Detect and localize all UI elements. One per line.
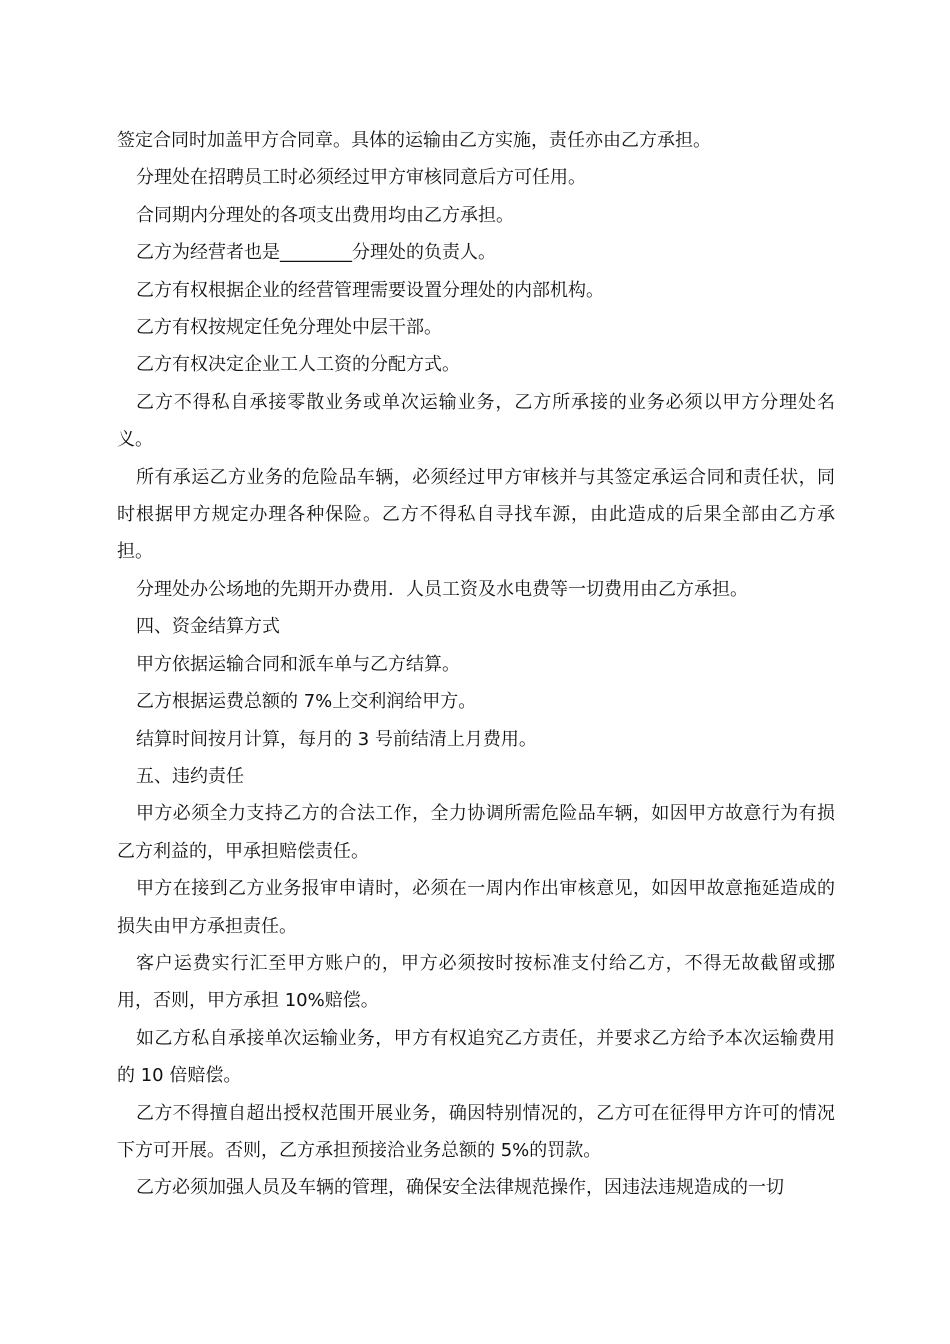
paragraph: 分理处办公场地的先期开办费用．人员工资及水电费等一切费用由乙方承担。 — [136, 578, 748, 600]
section-heading-liability: 五、违约责任 — [136, 765, 244, 787]
paragraph: 合同期内分理处的各项支出费用均由乙方承担。 — [136, 204, 514, 226]
paragraph: 所有承运乙方业务的危险品车辆，必须经过甲方审核并与其签定承运合同和责任状，同时根据甲方规定办理各种保险。乙方不得私自寻找车源，由此造成的后果全部由乙方承担。 — [117, 466, 835, 563]
paragraph: 乙方有权决定企业工人工资的分配方式。 — [136, 354, 460, 376]
paragraph: 如乙方私自承接单次运输业务，甲方有权追究乙方责任，并要求乙方给予本次运输费用的 10 倍赔偿。 — [117, 1027, 835, 1087]
paragraph: 甲方依据运输合同和派车单与乙方结算。 — [136, 653, 460, 675]
paragraph: 结算时间按月计算，每月的 3 号前结清上月费用。 — [136, 728, 537, 750]
paragraph: 乙方为经营者也是________分理处的负责人。 — [136, 242, 496, 264]
paragraph: 乙方不得擅自超出授权范围开展业务，确因特别情况的，乙方可在征得甲方许可的情况下方可开展。否则，乙方承担预接洽业务总额的 5%的罚款。 — [117, 1102, 835, 1161]
paragraph: 甲方在接到乙方业务报审申请时，必须在一周内作出审核意见，如因甲故意拖延造成的损失由甲方承担责任。 — [117, 878, 835, 937]
paragraph: 乙方不得私自承接零散业务或单次运输业务，乙方所承接的业务必须以甲方分理处名义。 — [117, 391, 835, 451]
paragraph: 乙方有权按规定任免分理处中层干部。 — [136, 317, 442, 339]
contract-body — [117, 122, 835, 1207]
paragraph: 乙方根据运费总额的 7%上交利润给甲方。 — [136, 691, 477, 713]
paragraph: 客户运费实行汇至甲方账户的，甲方必须按时按标准支付给乙方，不得无故截留或挪用，否则，甲方承担 10%赔偿。 — [117, 952, 835, 1012]
paragraph: 乙方必须加强人员及车辆的管理，确保安全法律规范操作，因违法违规造成的一切 — [136, 1177, 784, 1199]
paragraph-continuation: 签定合同时加盖甲方合同章。具体的运输由乙方实施，责任亦由乙方承担。 — [117, 130, 711, 151]
paragraph: 分理处在招聘员工时必须经过甲方审核同意后方可任用。 — [136, 167, 586, 189]
paragraph: 甲方必须全力支持乙方的合法工作，全力协调所需危险品车辆，如因甲方故意行为有损乙方利益的，甲承担赔偿责任。 — [117, 803, 835, 862]
section-heading-settlement: 四、资金结算方式 — [136, 616, 280, 638]
paragraph: 乙方有权根据企业的经营管理需要设置分理处的内部机构。 — [136, 279, 604, 301]
